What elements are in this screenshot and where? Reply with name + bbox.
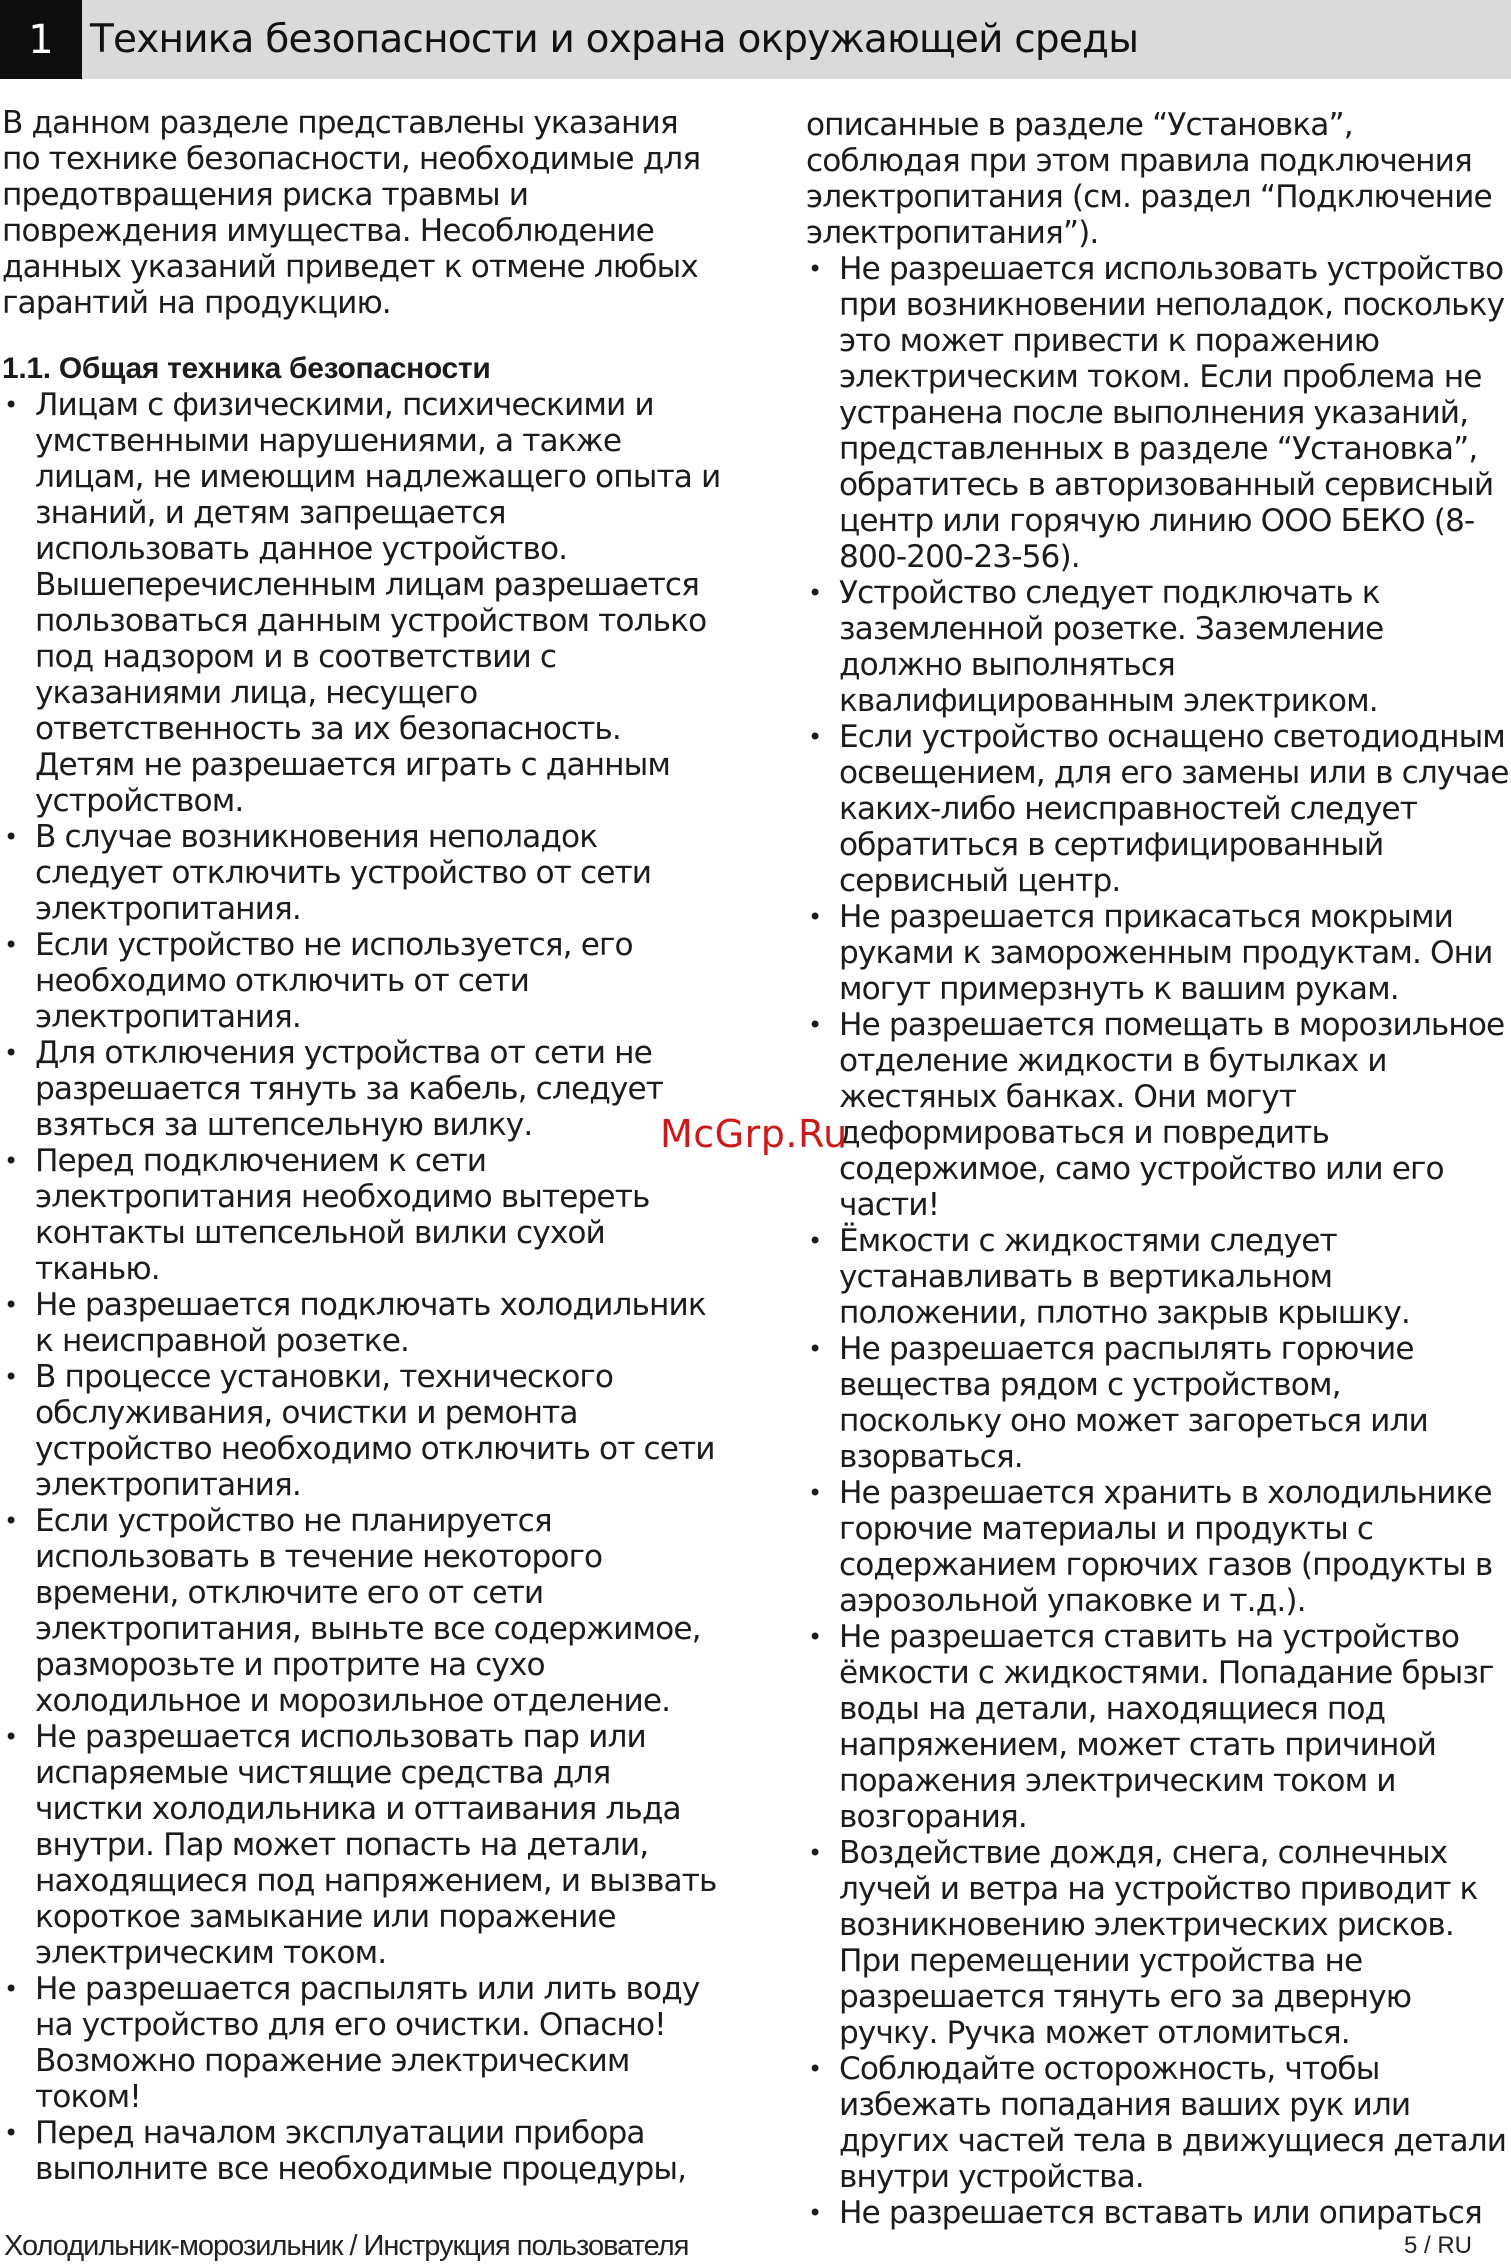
intro-paragraph: В данном разделе представлены указания по технике безопасности, необходимые для предотвращения риска травмы и повреждения имущества. Несоблюдение данных указаний приведет к отмене любых гарантий на продукцию. xyxy=(2,105,701,321)
list-item: • Не разрешается использовать устройство при возникновении неполадок, поскольку это может привести к поражению электрическим током. Если проблема не устранена после выполнения указаний, представленных в разделе “Установка”, обратитесь в авторизованный сервисный центр или горячую линию ООО БЕКО (8-800-200-23-56). xyxy=(806,251,1511,575)
list-item: • Для отключения устройства от сети не разрешается тянуть за кабель, следует взяться за штепсельную вилку. xyxy=(2,1035,722,1143)
list-item: • Не разрешается помещать в морозильное отделение жидкости в бутылках и жестяных банках. Они могут деформироваться и повредить содержимое, само устройство или его части! xyxy=(806,1007,1511,1223)
watermark: McGrp.Ru xyxy=(660,1112,848,1156)
left-column xyxy=(2,105,722,2187)
list-item: • Не разрешается распылять или лить воду на устройство для его очистки. Опасно! Возможно поражение электрическим током! xyxy=(2,1971,722,2115)
list-item: • В процессе установки, технического обслуживания, очистки и ремонта устройство необходимо отключить от сети электропитания. xyxy=(2,1359,722,1503)
list-item: • Лицам с физическими, психическими и умственными нарушениями, а также лицам, не имеющим надлежащего опыта и знаний, и детям запрещается использовать данное устройство. Вышеперечисленным лицам разрешается пользоваться данным устройством только под надзором и в соответствии с указаниями лица, несущего ответственность за их безопасность. Детям не разрешается играть с данным устройством. xyxy=(2,387,722,819)
list-item: • Воздействие дождя, снега, солнечных лучей и ветра на устройство приводит к возникновению электрических рисков. При перемещении устройства не разрешается тянуть его за дверную ручку. Ручка может отломиться. xyxy=(806,1835,1511,2051)
section-heading: 1.1. Общая техника безопасности xyxy=(2,352,491,385)
list-item: • Не разрешается подключать холодильник к неисправной розетке. xyxy=(2,1287,722,1359)
left-bullet-list xyxy=(2,387,722,2187)
page-header xyxy=(0,0,1511,79)
list-item: • Не разрешается вставать или опираться xyxy=(806,2195,1511,2231)
right-bullet-list xyxy=(806,107,1511,2231)
list-item: • Не разрешается распылять горючие вещества рядом с устройством, поскольку оно может загореться или взорваться. xyxy=(806,1331,1511,1475)
page-title: Техника безопасности и охрана окружающей среды xyxy=(90,17,1139,62)
continuation-text: описанные в разделе “Установка”, соблюдая при этом правила подключения электропитания (см. раздел “Подключение электропитания”). xyxy=(806,107,1492,251)
list-item: • В случае возникновения неполадок следует отключить устройство от сети электропитания. xyxy=(2,819,722,927)
list-item-continuation xyxy=(806,107,1511,251)
list-item: • Если устройство оснащено светодиодным освещением, для его замены или в случае каких-либо неисправностей следует обратиться в сертифицированный сервисный центр. xyxy=(806,719,1511,899)
page-number: 5 / RU xyxy=(1404,2232,1473,2259)
chapter-number: 1 xyxy=(0,0,82,79)
list-item: • Перед началом эксплуатации прибора выполните все необходимые процедуры, xyxy=(2,2115,722,2187)
list-item: • Ёмкости с жидкостями следует устанавливать в вертикальном положении, плотно закрыв крышку. xyxy=(806,1223,1511,1331)
list-item: • Если устройство не планируется использовать в течение некоторого времени, отключите его от сети электропитания, выньте все содержимое, разморозьте и протрите на сухо холодильное и морозильное отделение. xyxy=(2,1503,722,1719)
list-item: • Перед подключением к сети электропитания необходимо вытереть контакты штепсельной вилки сухой тканью. xyxy=(2,1143,722,1287)
list-item: • Устройство следует подключать к заземленной розетке. Заземление должно выполняться квалифицированным электриком. xyxy=(806,575,1511,719)
list-item: • Не разрешается ставить на устройство ёмкости с жидкостями. Попадание брызг воды на детали, находящиеся под напряжением, может стать причиной поражения электрическим током и возгорания. xyxy=(806,1619,1511,1835)
list-item: • Если устройство не используется, его необходимо отключить от сети электропитания. xyxy=(2,927,722,1035)
list-item: • Не разрешается использовать пар или испаряемые чистящие средства для чистки холодильника и оттаивания льда внутри. Пар может попасть на детали, находящиеся под напряжением, и вызвать короткое замыкание или поражение электрическим током. xyxy=(2,1719,722,1971)
page-footer xyxy=(0,2230,1511,2264)
list-item: • Соблюдайте осторожность, чтобы избежать попадания ваших рук или других частей тела в движущиеся детали внутри устройства. xyxy=(806,2051,1511,2195)
list-item: • Не разрешается хранить в холодильнике горючие материалы и продукты с содержанием горючих газов (продукты в аэрозольной упаковке и т.д.). xyxy=(806,1475,1511,1619)
right-column xyxy=(806,107,1511,2231)
footer-document-title: Холодильник-морозильник / Инструкция пользователя xyxy=(4,2230,689,2262)
list-item: • Не разрешается прикасаться мокрыми руками к замороженным продуктам. Они могут примерзнуть к вашим рукам. xyxy=(806,899,1511,1007)
